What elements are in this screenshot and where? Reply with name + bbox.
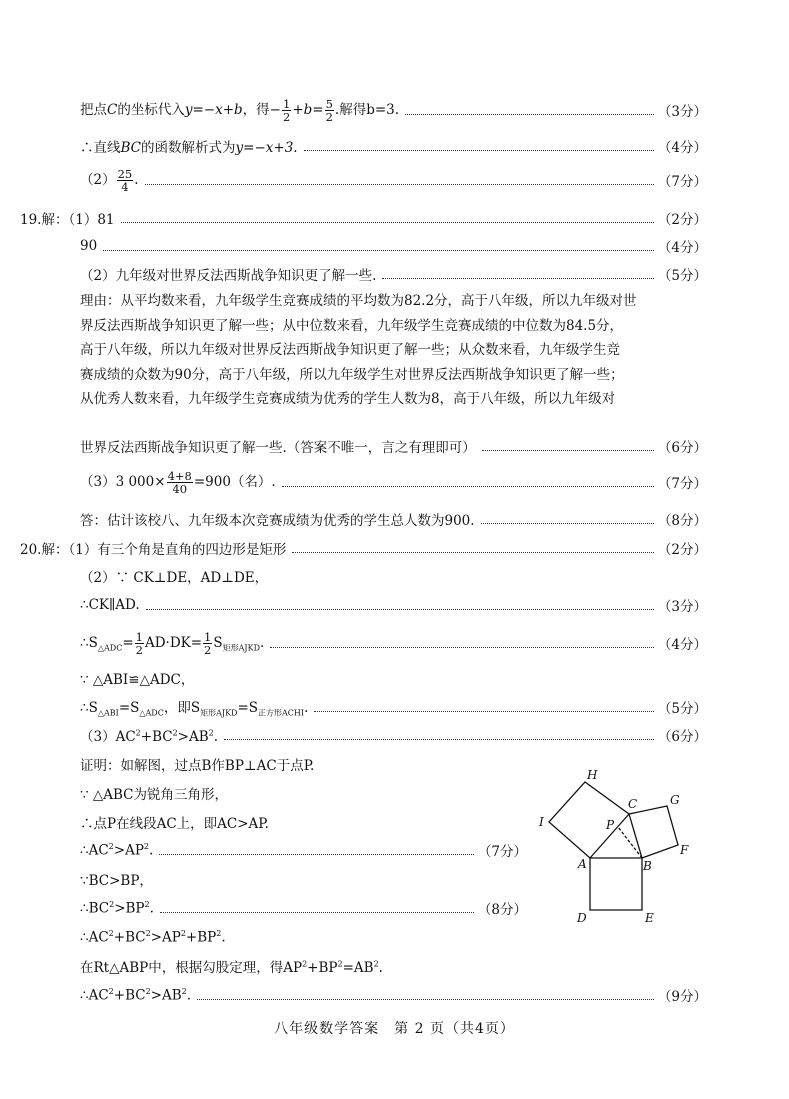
answer-text: $(3)AC^2+BC^2>AB^2$. [80,728,219,745]
answer-text: ∴直线BC的函数解析式为y=−x+3. [80,140,298,156]
answer-text: 90 [80,238,98,254]
fraction: $\frac{5}{2}$ [325,96,333,124]
score: （4分） [657,240,707,256]
label-h: H [587,768,598,782]
score: （8分） [477,902,527,918]
score: （7分） [657,174,707,190]
leader-dots [160,912,474,913]
answer-text: $\therefore BC^2>BP^2$. [80,899,154,917]
leader-dots [382,278,654,279]
score: （5分） [657,701,707,717]
answer-line [80,896,527,920]
reason-paragraph [80,289,707,412]
paragraph-line: 高于八年级，所以九年级对世界反法西斯战争知识更了解一些；从众数来看，九年级学生竞 [80,342,620,358]
score: （4分） [657,140,707,156]
leader-dots [405,114,654,115]
square-abed [590,858,642,910]
answer-line [80,434,707,458]
paragraph-line: 界反法西斯战争知识更了解一些；从中位数来看，九年级学生竞赛成绩的中位数为84.5分， [80,317,624,334]
score: （5分） [657,268,707,284]
answer-text: 世界反法西斯战争知识更了解一些.（答案不唯一，言之有理即可） [80,440,476,456]
fraction: $\frac{1}{2}$ [282,96,291,124]
answer-text: 证明：如解图，过点B作BP⊥AC于点P. [80,758,315,774]
square-cbfg [629,806,678,858]
fraction: $\frac{1}{2}$ [135,629,143,657]
leader-dots [145,184,654,185]
paragraph-line: 理由：从平均数来看，九年级学生竞赛成绩的平均数为82.2分，高于八年级，所以九年级对世 [80,293,637,309]
leader-dots [292,552,654,553]
answer-line [80,628,707,658]
leader-dots [103,250,654,251]
answer-line [80,564,707,588]
answer-text: （2）九年级对世界反法西斯战争知识更了解一些. [80,268,377,284]
label-i: I [539,815,544,829]
score: （6分） [657,729,707,745]
score: （3分） [657,104,707,120]
page-footer: 八年级数学答案 第 2 页（共4页） [274,1021,515,1037]
paragraph-line: 从优秀人数来看，九年级学生竞赛成绩为优秀的学生人数为8，高于八年级，所以九年级对 [80,391,616,407]
score: （9分） [657,989,707,1005]
answer-line [80,470,707,494]
answer-line [80,925,707,949]
leader-dots [197,999,654,1000]
fraction: $\frac{4+8}{40}$ [167,468,192,496]
answer-line [80,168,707,192]
answer-text: ∴点P在线段AC上，即AC>AP. [80,816,269,832]
question-number: 19. [20,212,42,228]
answer-text: （2） $\frac{25}{4}$ . [80,166,139,194]
leader-dots [482,450,654,451]
leader-dots [304,150,654,151]
leader-dots [224,739,654,740]
answer-line [80,954,707,978]
leader-dots [282,486,654,487]
answer-text: 在Rt△ABP中，根据勾股定理，得$AP^2+BP^2=AB^2$. [80,959,383,976]
leader-dots [121,222,654,223]
answer-line [80,507,707,531]
question-19-line [20,206,707,230]
score: （7分） [657,476,707,492]
question-number: 20. [20,542,42,558]
answer-text: $\therefore AC^2+BC^2>AP^2+BP^2$. [80,928,226,946]
label-a: A [578,857,587,871]
answer-line [80,983,707,1007]
answer-text: $\therefore AC^2+BC^2>AB^2$. [80,986,192,1004]
score: （2分） [657,212,707,228]
score: （6分） [657,440,707,456]
answer-text: 20.解：（1）有三个角是直角的四边形是矩形 [20,542,287,558]
leader-dots [146,609,654,610]
leader-dots [159,854,474,855]
answer-line [80,838,527,862]
answer-line [80,234,707,258]
label-b: B [643,859,652,873]
label-d: D [577,911,587,925]
score: （4分） [657,637,707,653]
answer-text: 19.解：（1）81 [20,212,115,228]
score: （2分） [657,542,707,558]
score: （7分） [477,844,527,860]
answer-text: ∵BC>BP， [80,873,153,889]
answer-line [80,262,707,286]
label-e: E [645,911,654,925]
answer-line [80,666,707,690]
fraction: $\frac{25}{4}$ [117,166,133,194]
leader-dots [481,523,654,524]
answer-line [80,723,707,747]
answer-text: 把点C的坐标代入y=−x+b，得− $\frac{1}{2}$ +b= $\frac{5}{2}$ .解得b=3. [80,96,400,124]
geometry-figure [525,762,725,927]
answer-text: ∵ △ABI≌△ADC， [80,672,195,688]
square-achi [549,782,629,858]
answer-text: $\therefore S_{\triangle ADC}=$ $\frac{1}{2}$ AD·DK= $\frac{1}{2}$ $S_{矩形AJKD}$. [80,629,265,657]
altitude-bp [618,827,642,858]
score: （3分） [657,599,707,615]
answer-line [80,593,707,617]
answer-text: $\therefore S_{\triangle ABI}=S_{\triangle ADC}$，即$S_{矩形AJKD}=S_{正方形ACHI}$. [80,699,309,718]
answer-text: （2）∵ CK⊥DE，AD⊥DE， [80,570,269,586]
label-p: P [606,818,615,832]
score: （8分） [657,513,707,529]
question-20-line [20,536,707,560]
answer-line [80,695,707,719]
answer-text: ∵ △ABC为锐角三角形， [80,787,229,803]
answer-text: 答：估计该校八、九年级本次竞赛成绩为优秀的学生总人数为900. [80,513,475,529]
answer-text: $\therefore AC^2>AP^2$. [80,841,154,859]
label-f: F [680,843,689,857]
answer-text: （3）3 000× $\frac{4+8}{40}$ =900（名）. [80,468,276,496]
answer-text: ∴CK∥AD. [80,597,140,613]
label-g: G [670,793,680,807]
leader-dots [270,647,654,648]
paragraph-line: 赛成绩的众数为90分，高于八年级，所以九年级学生对世界反法西斯战争知识更了解一些； [80,366,624,383]
fraction: $\frac{1}{2}$ [204,629,212,657]
label-c: C [628,797,638,811]
answer-line [80,134,707,158]
answer-line [80,98,707,122]
leader-dots [314,711,654,712]
